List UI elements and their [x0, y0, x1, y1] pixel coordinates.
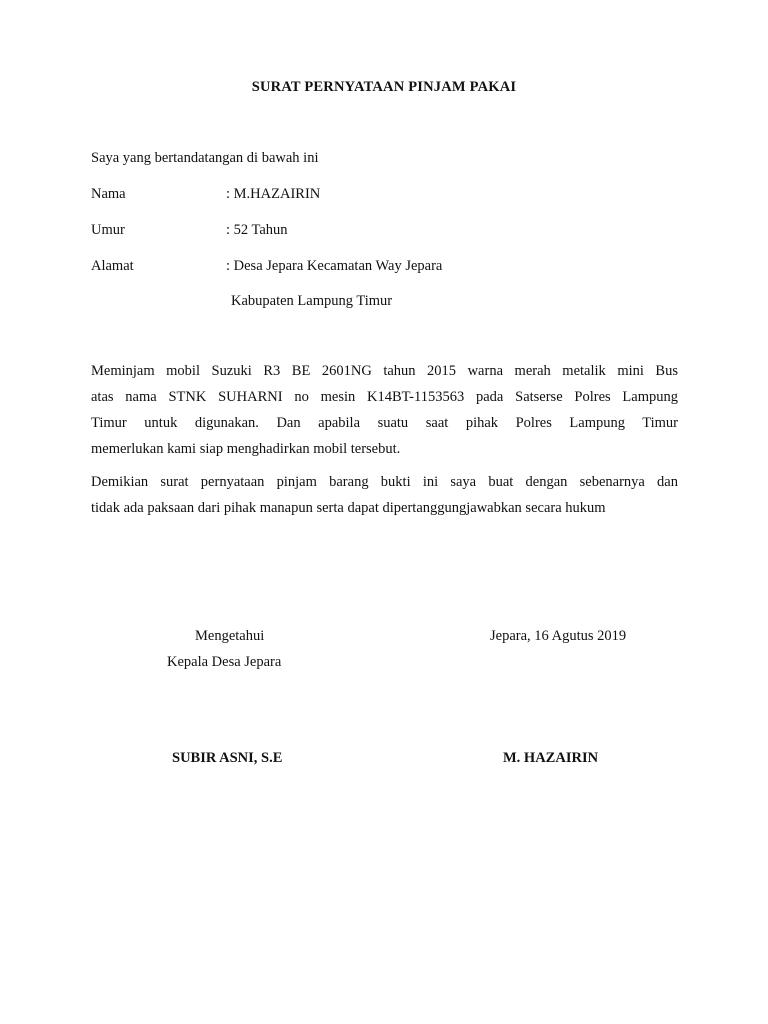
acknowledged-heading: Mengetahui — [195, 628, 265, 644]
document-title: SURAT PERNYATAAN PINJAM PAKAI — [251, 79, 517, 95]
paragraph-line: Demikian surat pernyataan pinjam barang bukti ini saya buat dengan sebenarnya dan — [91, 474, 678, 490]
address-line-2: Kabupaten Lampung Timur — [231, 293, 393, 309]
field-value-umur: : 52 Tahun — [226, 222, 288, 238]
paragraph-closing — [91, 469, 678, 521]
village-head-role: Kepala Desa Jepara — [167, 654, 282, 670]
field-value-alamat: : Desa Jepara Kecamatan Way Jepara — [226, 258, 443, 274]
field-value-nama: : M.HAZAIRIN — [226, 186, 321, 202]
paragraph-loan-statement — [91, 358, 678, 462]
place-date: Jepara, 16 Agutus 2019 — [490, 628, 627, 644]
signatory-right-name: M. HAZAIRIN — [503, 750, 599, 766]
field-label-umur: Umur — [91, 222, 125, 238]
paragraph-line: Timur untuk digunakan. Dan apabila suatu saat pihak Polres Lampung Timur — [91, 415, 678, 431]
paragraph-line: memerlukan kami siap menghadirkan mobil tersebut. — [91, 441, 401, 457]
field-label-nama: Nama — [91, 186, 126, 202]
intro-text: Saya yang bertandatangan di bawah ini — [91, 150, 319, 166]
paragraph-line: Meminjam mobil Suzuki R3 BE 2601NG tahun 2015 warna merah metalik mini Bus — [91, 363, 678, 379]
paragraph-line: atas nama STNK SUHARNI no mesin K14BT-1153563 pada Satserse Polres Lampung — [91, 389, 678, 405]
field-label-alamat: Alamat — [91, 258, 134, 274]
paragraph-line: tidak ada paksaan dari pihak manapun serta dapat dipertanggungjawabkan secara hukum — [91, 500, 606, 516]
signatory-left-name: SUBIR ASNI, S.E — [172, 750, 283, 766]
